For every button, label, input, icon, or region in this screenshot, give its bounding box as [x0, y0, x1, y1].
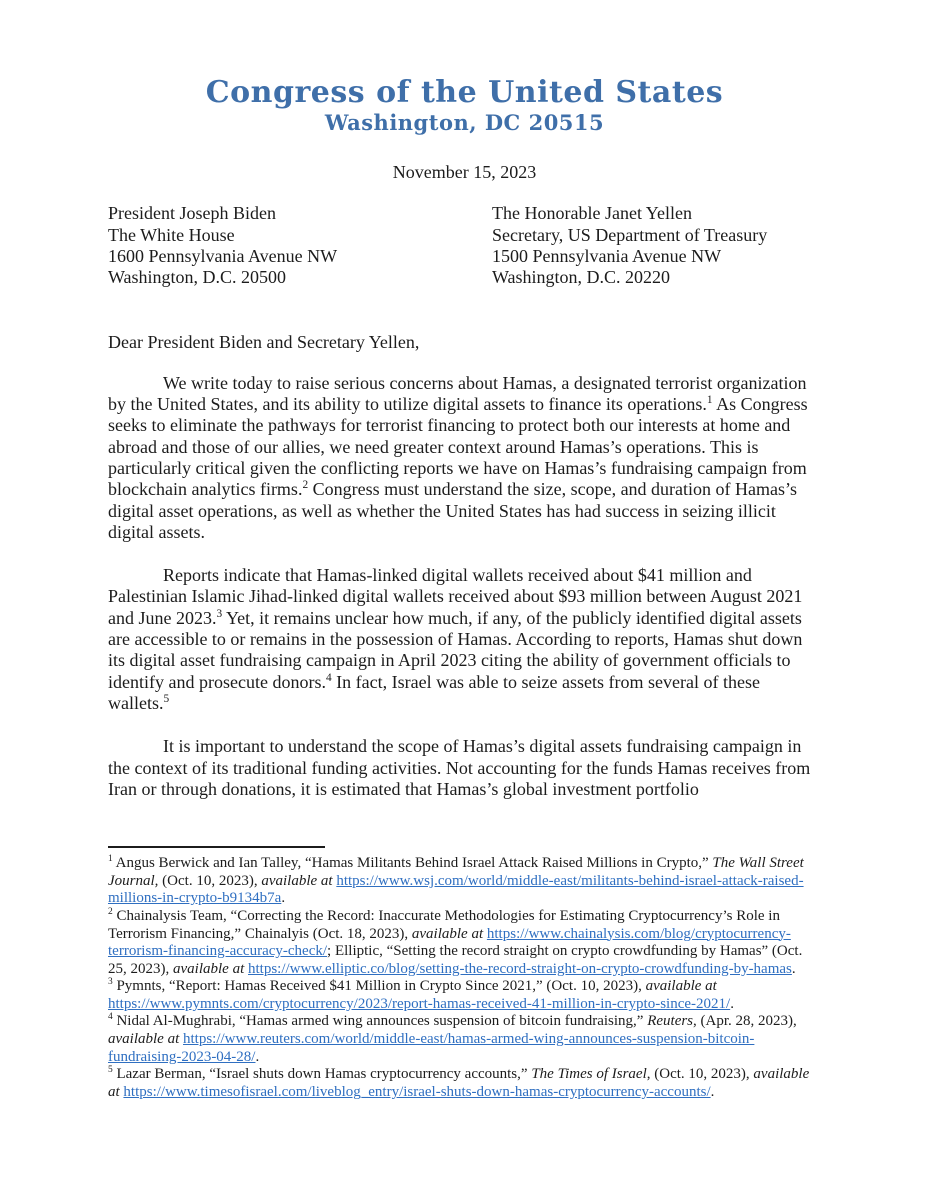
- italic-text: available at: [645, 978, 717, 995]
- recipient-line: Washington, D.C. 20500: [108, 267, 287, 288]
- text-run: Reports indicate that Hamas-linked digital wallets received about $41 million and Palestinian Islamic Jihad-linked digital wallets received about $93 million between August 2021 and June 2023.: [108, 565, 803, 628]
- letterhead: [108, 75, 821, 135]
- paragraph-3: [108, 736, 821, 800]
- footnote-marker: 2: [302, 479, 309, 492]
- paragraph-2: [108, 565, 821, 714]
- italic-text: available at: [411, 925, 484, 942]
- recipient-president: [108, 203, 492, 288]
- footnote-3: [108, 978, 821, 1013]
- hyperlink[interactable]: https://www.chainalysis.com/blog/cryptocurrency-terrorism-financing-accuracy-check/: [108, 925, 791, 960]
- text-run: .: [791, 960, 796, 977]
- hyperlink[interactable]: https://www.pymnts.com/cryptocurrency/2023/report-hamas-received-41-million-in-crypto-since-2021/: [108, 995, 731, 1012]
- italic-text: available at: [261, 872, 333, 889]
- footnote-marker: 5: [108, 1065, 113, 1076]
- footnote-marker: 2: [108, 906, 113, 917]
- footnote-marker: 5: [163, 692, 170, 705]
- italic-text: Reuters: [647, 1013, 694, 1030]
- paragraph-1: [108, 373, 821, 543]
- text-run: Angus Berwick and Ian Talley, “Hamas Militants Behind Israel Attack Raised Millions in Crypto,”: [112, 855, 713, 872]
- italic-text: available at: [173, 960, 245, 977]
- italic-text: available at: [108, 1031, 180, 1048]
- italic-text: The Times of Israel: [531, 1066, 647, 1083]
- footnotes: [108, 855, 821, 1101]
- hyperlink[interactable]: https://www.reuters.com/world/middle-east/hamas-armed-wing-announces-suspension-bitcoin-fundraising-2023-04-28/: [108, 1031, 755, 1065]
- hyperlink[interactable]: https://www.elliptic.co/blog/setting-the-record-straight-on-crypto-crowdfunding-by-hamas: [248, 960, 792, 977]
- recipient-line: The Honorable Janet Yellen: [492, 203, 692, 224]
- recipient-line: 1600 Pennsylvania Avenue NW: [108, 245, 338, 266]
- text-run: Lazar Berman, “Israel shuts down Hamas cryptocurrency accounts,”: [112, 1066, 532, 1083]
- footnote-1: [108, 855, 821, 908]
- italic-text: The Wall Street Journal,: [108, 855, 804, 889]
- recipient-line: The White House: [108, 224, 235, 245]
- footnote-4: [108, 1013, 821, 1066]
- footnote-marker: 4: [108, 1012, 113, 1023]
- text-run: (Oct. 10, 2023),: [158, 872, 262, 889]
- hyperlink[interactable]: https://www.wsj.com/world/middle-east/militants-behind-israel-attack-raised-millions-in-crypto-b9134b7a: [108, 872, 804, 907]
- text-run: .: [730, 995, 734, 1012]
- footnote-5: [108, 1066, 821, 1101]
- letterhead-title: Congress of the United States: [205, 75, 724, 110]
- footnote-marker: 3: [216, 607, 223, 620]
- letterhead-address: Washington, DC 20515: [324, 110, 605, 135]
- footnote-marker: 4: [325, 671, 332, 684]
- salutation: Dear President Biden and Secretary Yellen,: [108, 332, 420, 353]
- letter-date: November 15, 2023: [392, 162, 537, 182]
- recipient-line: Washington, D.C. 20220: [492, 267, 671, 288]
- recipient-line: Secretary, US Department of Treasury: [492, 224, 768, 245]
- text-run: Congress must understand the size, scope, and duration of Hamas’s digital asset operations, as well as whether the United States has had success in seizing illicit digital assets.: [108, 479, 798, 542]
- text-run: , (Apr. 28, 2023),: [693, 1013, 797, 1030]
- text-run: It is important to understand the scope of Hamas’s digital assets fundraising campaign in the context of its traditional funding activities. Not accounting for the funds Hamas receives from Iran or through donations, it is estimated that Hamas’s global investment portfolio: [108, 736, 811, 799]
- footnote-2: [108, 908, 821, 978]
- footnote-separator: [108, 846, 325, 848]
- text-run: Nidal Al-Mughrabi, “Hamas armed wing announces suspension of bitcoin fundraising,”: [112, 1013, 648, 1030]
- recipient-secretary: [492, 203, 821, 288]
- text-run: Yet, it remains unclear how much, if any, of the publicly identified digital assets are accessible to or remains in the possession of Hamas. According to reports, Hamas shut down its digital asset fundraising campaign in April 2023 citing the ability of government officials to identify and prosecute donors.: [108, 607, 803, 692]
- text-run: We write today to raise serious concerns about Hamas, a designated terrorist organization by the United States, and its ability to utilize digital assets to finance its operations.: [108, 372, 807, 415]
- italic-text: available at: [108, 1066, 810, 1100]
- recipient-line: President Joseph Biden: [108, 203, 276, 224]
- text-run: As Congress seeks to eliminate the pathways for terrorist financing to protect both our interests at home and abroad and those of our allies, we need greater context around Hamas’s operations. This is particularly critical given the conflicting reports we have on Hamas’s fundraising campaign from blockchain analytics firms.: [108, 394, 808, 500]
- text-run: .: [255, 1048, 260, 1065]
- recipient-line: 1500 Pennsylvania Avenue NW: [492, 245, 722, 266]
- hyperlink[interactable]: https://www.timesofisrael.com/liveblog_entry/israel-shuts-down-hamas-cryptocurrency-accounts/: [123, 1083, 711, 1100]
- footnote-marker: 3: [108, 977, 113, 988]
- recipient-blocks: [108, 203, 821, 288]
- text-run: In fact, Israel was able to seize assets from several of these wallets.: [108, 671, 760, 713]
- text-run: Chainalysis Team, “Correcting the Record: Inaccurate Methodologies for Estimating Cryptocurrency’s Role in Terrorism Financing,” Chainalyis (Oct. 18, 2023),: [108, 907, 780, 942]
- text-run: .: [710, 1083, 715, 1100]
- text-run: Pymnts, “Report: Hamas Received $41 Million in Crypto Since 2021,” (Oct. 10, 2023),: [112, 978, 646, 995]
- footnote-marker: 1: [706, 394, 713, 407]
- text-run: .: [281, 890, 286, 907]
- footnote-marker: 1: [108, 854, 113, 865]
- text-run: ; Elliptic, “Setting the record straight on crypto crowdfunding by Hamas” (Oct. 25, 2023),: [108, 943, 803, 977]
- text-run: , (Oct. 10, 2023),: [646, 1066, 754, 1083]
